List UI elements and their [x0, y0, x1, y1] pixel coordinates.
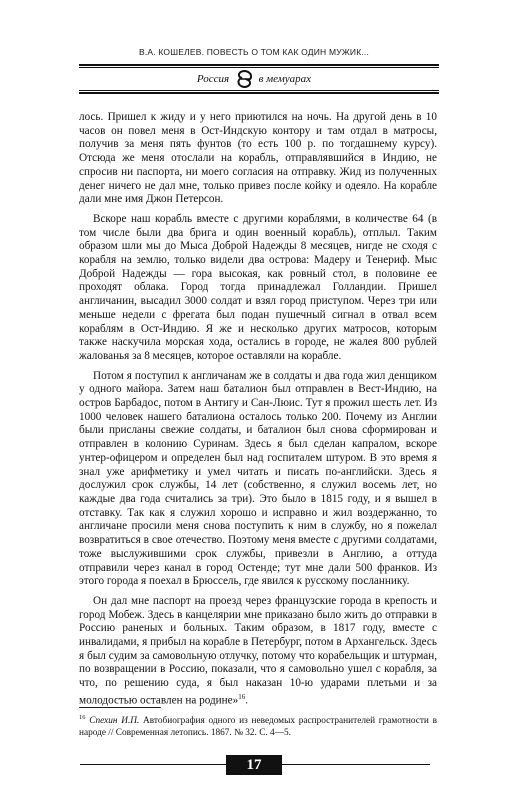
series-title	[0, 69, 508, 89]
header-rule	[79, 92, 439, 94]
header-rule	[79, 67, 439, 68]
paragraph-last: Он дал мне паспорт на проезд через французские города в крепость и город Мобеж. Здесь в канцелярии мне приказано было жить до отправки в Россию раненых и больных. Таким образом, в 1817 году, вместе с инвалидами, я прибыл на корабле в Петербург, потом в Архангельск. Здесь я был судим за самовольную отлучку, потому что корабельщик и штурман, по возвращении в Россию, показали, что я самовольно ушел с корабля, за что, по решению суда, я был наказан 10-ю ударами плетьми и за молодостью оставлен на родине»$^{16}$.	[79, 594, 437, 707]
paragraph: Вскоре наш корабль вместе с другими кораблями, в количестве 64 (в том числе были два брига и один военный корабль), отплыл. Таким образом шли мы до Мыса Доброй Надежды 8 месяцев, нигде не сходя с корабля на землю, только видели два острова: Мадеру и Тенериф. Мыс Доброй Надежды — гора высокая, как ровный стол, в половине ее проходят облака. Город тогда принадлежал Голландии. Пришел англичанин, высадил 3000 солдат и взял город приступом. Через три или меньше недели с фрегата был подан пушечный сигнал в отвал всем кораблям в Ост-Индию. Я же и несколько других матросов, которым также наскучила морская хода, остались в городе, не жалея 800 рублей жалованья за 8 месяцев, которое оставляли на корабле.	[79, 212, 437, 362]
paragraph-text: Он дал мне паспорт на проезд через французские города в крепость и город Мобеж. Здесь в канцелярии мне приказано было жить до отправки в Россию раненых и больных. Таким образом, в 1817 году, вместе с инвалидами, я прибыл на корабле в Петербург, потом в Архангельск. Здесь я был судим за самовольную отлучку, потому что корабельщик и штурман, по возвращении в Россию, показали, что я самовольно ушел с корабля, за что, по решению суда, я был наказан 10-ю ударами плетьми и за молодостью оставлен на родине»	[79, 594, 437, 707]
series-ornament-icon	[234, 69, 256, 89]
footnote-author: Спехин И.П.	[89, 716, 140, 727]
main-text	[79, 111, 437, 708]
series-left-word: Россия	[196, 73, 230, 85]
paragraph: лось. Пришел к жиду и у него приютился на ночь. На другой день в 10 часов он повел меня в Ост-Индскую контору и там отдал в матросы, получив за меня пять фунтов (то есть 100 р. по тогдашнему курсу). Отсюда же меня отослали на корабль, отправлявшийся в Индию, не спросив ни паспорта, ни моего согласия на отправку. Жид из полученных денег ничего не дал мне, только привез после койку и одеяло. На корабле дали мне имя Джон Петерсон.	[79, 111, 437, 206]
paragraph: Потом я поступил к англичанам же в солдаты и два года жил денщиком у одного майора. Затем наш баталион был отправлен в Вест-Индию, на остров Барбадос, потом в Антигу и Сан-Люис. Тут я прожил шесть лет. Из 1000 человек нашего баталиона осталось только 200. Почему из Англии были присланы свежие солдаты, и баталион был снова сформирован и отправлен в колонию Суринам. Здесь я был сделан капралом, вскоре унтер-офицером и определен был над госпиталем штуром. В это время я знал уже арифметику и умел читать и писать по-английски. Здесь я дослужил срок службы, 14 лет (собственно, я служил восемь лет, но каждые два года считались за три). Это было в 1815 году, и я вышел в отставку. Так как я служил хорошо и исправно и жил воздержанно, то англичане просили меня снова поступить к ним в службу, но я пожелал возвратиться в свое отечество. Поэтому меня вместе с другими солдатами, тоже выслужившими срок службы, привезли в Англию, а оттуда отправили через канал в город Остенде; тут мне дали 500 франков. Из этого города я поехал в Брюссель, где явился к русскому посланнику.	[79, 369, 437, 588]
footnote	[79, 712, 437, 740]
page-number: 17	[226, 755, 282, 775]
header-rule	[79, 90, 439, 91]
footnote-mark: 16	[79, 714, 86, 721]
series-right-word: в мемуарах	[258, 73, 312, 85]
footnote-text: Автобиография одного из неведомых распространителей грамотности в народе // Современная летопись. 1867. № 32. С. 4—5.	[79, 716, 438, 738]
footnote-reference[interactable]: 16	[238, 692, 246, 701]
running-head: В.А. КОШЕЛЕВ. ПОВЕСТЬ О ТОМ КАК ОДИН МУЖИК...	[138, 47, 370, 57]
footnote-rule	[79, 707, 161, 708]
header-rule	[79, 64, 439, 66]
